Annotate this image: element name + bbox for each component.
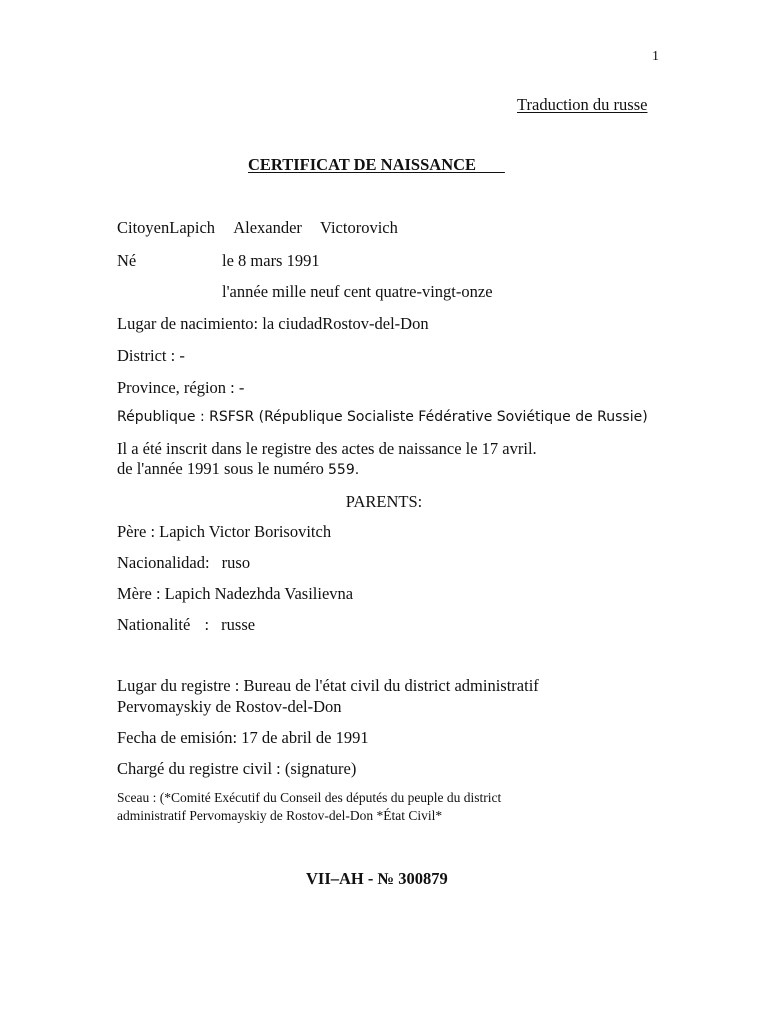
registration-line-1: Il a été inscrit dans le registre des actes de naissance le 17 avril.: [117, 439, 537, 458]
mother-name: Lapich Nadezhda Vasilievna: [164, 584, 354, 603]
registry-place-line-1: [117, 676, 539, 696]
father-line: [117, 522, 331, 542]
seal-line-2: administratif Pervomayskiy de Rostov-del-Don *État Civil*: [117, 808, 443, 823]
mother-nationality-value: russe: [221, 615, 256, 634]
mother-nationality-separator: :: [204, 615, 210, 634]
mother-nationality-label: Nationalité: [117, 615, 191, 634]
citizen-line: [117, 218, 398, 238]
registrar-signature: (signature): [284, 759, 357, 778]
citizen-surname: Lapich: [169, 218, 216, 237]
registrar-label: Chargé du registre civil :: [117, 759, 281, 778]
mother-nationality-line: [117, 615, 255, 635]
citizen-patronymic: Victorovich: [320, 218, 398, 237]
province-label: Province, région :: [117, 378, 235, 397]
registration-line-2: [117, 459, 359, 479]
page-number: 1: [652, 49, 659, 64]
province-value: -: [238, 378, 245, 397]
title-text: CERTIFICAT DE NAISSANCE: [248, 155, 477, 174]
birth-label: Né: [117, 251, 137, 270]
registrar-line: [117, 759, 356, 779]
birthplace-line: [117, 314, 429, 334]
birth-date: le 8 mars 1991: [222, 251, 320, 270]
registry-place-label: Lugar du registre :: [117, 676, 240, 695]
document-title: [248, 155, 505, 175]
translation-note: Traduction du russe: [517, 95, 648, 114]
series-number: VII–AH - № 300879: [306, 869, 448, 888]
issue-date-label: Fecha de emisión:: [117, 728, 238, 747]
registry-place-value-1: Bureau de l'état civil du district administratif: [243, 676, 539, 695]
birthplace-label: Lugar de nacimiento:: [117, 314, 259, 333]
father-nationality-line: [117, 553, 250, 573]
registration-prefix: de l'année 1991 sous le numéro: [117, 459, 324, 478]
issue-date-line: [117, 728, 369, 748]
registration-number: 559.: [328, 462, 360, 478]
father-nationality-label: Nacionalidad:: [117, 553, 210, 572]
parents-heading: PARENTS:: [345, 492, 423, 511]
mother-label: Mère :: [117, 584, 161, 603]
province-line: [117, 378, 244, 398]
district-value: -: [179, 346, 185, 365]
citizen-first-name: Alexander: [233, 218, 302, 237]
republic-label: République :: [117, 409, 205, 425]
birthplace-value: la ciudadRostov-del-Don: [262, 314, 429, 333]
citizen-label: Citoyen: [117, 218, 170, 237]
republic-line: [117, 409, 648, 425]
mother-line: [117, 584, 353, 604]
birth-year-words: l'année mille neuf cent quatre-vingt-onze: [222, 282, 493, 301]
registry-place-line-2: Pervomayskiy de Rostov-del-Don: [117, 697, 342, 716]
title-underline-tail: [476, 155, 505, 174]
republic-value: RSFSR (République Socialiste Fédérative Soviétique de Russie): [209, 409, 648, 425]
father-nationality-value: ruso: [221, 553, 251, 572]
father-label: Père :: [117, 522, 156, 541]
district-label: District :: [117, 346, 176, 365]
seal-line-1: Sceau : (*Comité Exécutif du Conseil des députés du peuple du district: [117, 790, 502, 805]
father-name: Lapich Victor Borisovitch: [159, 522, 332, 541]
issue-date-value: 17 de abril de 1991: [241, 728, 369, 747]
district-line: [117, 346, 185, 366]
